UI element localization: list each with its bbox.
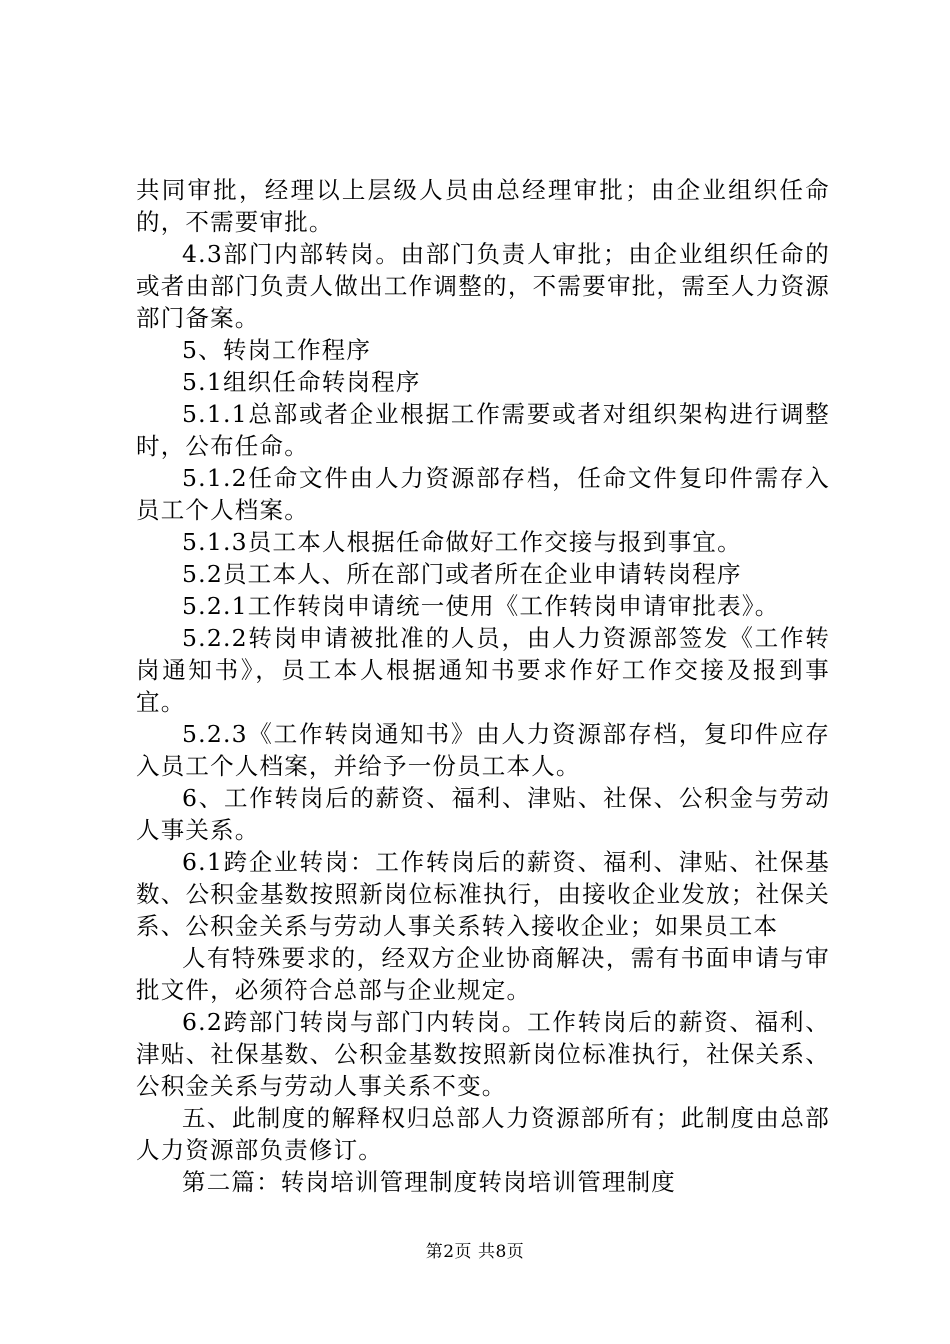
document-body: [136, 174, 830, 1198]
paragraph-6-2: 6.2跨部门转岗与部门内转岗。工作转岗后的薪资、福利、津贴、社保基数、公积金基数按照新岗位标准执行，社保关系、公积金关系与劳动人事关系不变。: [136, 1008, 830, 1100]
paragraph-6-1: 6.1跨企业转岗：工作转岗后的薪资、福利、津贴、社保基数、公积金基数按照新岗位标准执行，由接收企业发放；社保关系、公积金关系与劳动人事关系转入接收企业；如果员工本: [136, 848, 830, 940]
section-heading-five: 五、此制度的解释权归总部人力资源部所有；此制度由总部人力资源部负责修订。: [136, 1104, 830, 1164]
paragraph-5-2-1: 5.2.1工作转岗申请统一使用《工作转岗申请审批表》。: [182, 592, 780, 620]
paragraph-6-1-continued: 人有特殊要求的，经双方企业协商解决，需有书面申请与审批文件，必须符合总部与企业规定。: [136, 944, 830, 1004]
paragraph-5-1-2: 5.1.2任命文件由人力资源部存档，任命文件复印件需存入员工个人档案。: [136, 464, 830, 524]
paragraph-1: 共同审批，经理以上层级人员由总经理审批；由企业组织任命的，不需要审批。: [136, 176, 830, 236]
section-heading-6: 6、工作转岗后的薪资、福利、津贴、社保、公积金与劳动人事关系。: [136, 784, 830, 844]
subsection-heading-5-1: 5.1组织任命转岗程序: [182, 368, 421, 396]
paragraph-5-1-3: 5.1.3员工本人根据任命做好工作交接与报到事宜。: [182, 528, 742, 556]
section-heading-5: 5、转岗工作程序: [182, 336, 372, 364]
paragraph-5-1-1: 5.1.1总部或者企业根据工作需要或者对组织架构进行调整时，公布任命。: [136, 400, 830, 460]
chapter-heading-two: 第二篇：转岗培训管理制度转岗培训管理制度: [182, 1168, 676, 1196]
subsection-heading-5-2: 5.2员工本人、所在部门或者所在企业申请转岗程序: [182, 560, 742, 588]
page-footer: [0, 1242, 950, 1262]
paragraph-5-2-3: 5.2.3《工作转岗通知书》由人力资源部存档，复印件应存入员工个人档案，并给予一份员工本人。: [136, 720, 830, 780]
paragraph-5-2-2: 5.2.2转岗申请被批准的人员，由人力资源部签发《工作转岗通知书》，员工本人根据通知书要求作好工作交接及报到事宜。: [136, 624, 830, 716]
page-number: 第2页 共8页: [425, 1242, 525, 1262]
paragraph-2: 4.3部门内部转岗。由部门负责人审批；由企业组织任命的或者由部门负责人做出工作调整的，不需要审批，需至人力资源部门备案。: [136, 240, 830, 332]
